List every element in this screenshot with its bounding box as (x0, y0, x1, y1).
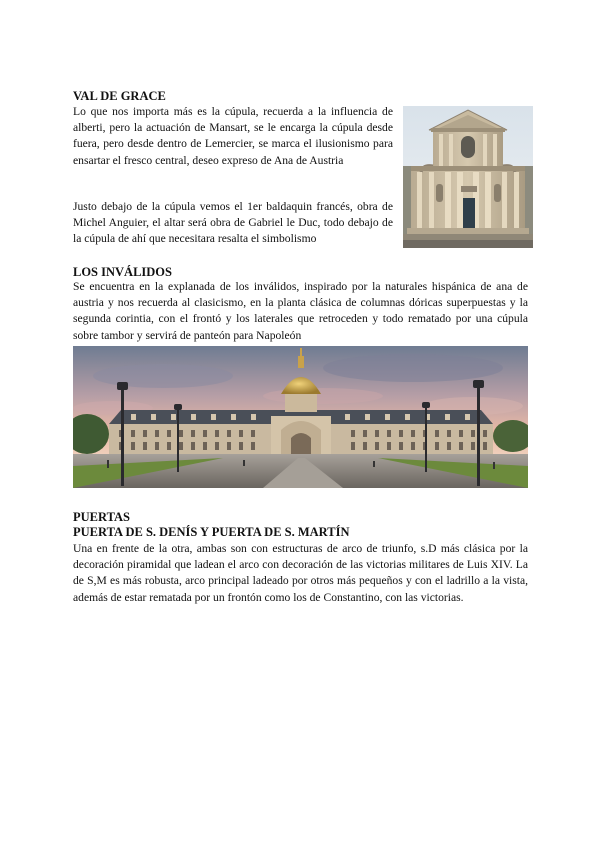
val-de-grace-church-image (403, 106, 533, 248)
section-title-puertas: PUERTAS (73, 510, 130, 524)
invalidos-paragraph: Se encuentra en la explanada de los inválidos, inspirado por la naturales hispánica de ana de austria y nos recuerda al clasicismo, en la planta clásica de columnas dóricas superpuestas y la segunda corintia, con el frontó y los laterales que retroceden y todo rematado por una cúpula sobre tambor y servirá de panteón para Napoleón (73, 280, 528, 342)
val-de-grace-paragraph-2: Justo debajo de la cúpula vemos el 1er baldaquin francés, obra de Michel Anguier, el altar será obra de Gabriel le Duc, todo debajo de la cúpula de ahí que necesitara resalta el simbolismo (73, 200, 393, 246)
section-title-invalidos: LOS INVÁLIDOS (73, 265, 172, 279)
puertas-paragraph: Una en frente de la otra, ambas son con estructuras de arco de triunfo, s.D más clásica por la decoración piramidal que ladean el arco con decoración de las victorias militares de Luis XIV. La de S,M es más robusta, arco principal ladeado por otros más pequeños y con el ladrillo a la vista, además de estar rematada por un frontón como los de Constantino, con las victorias. (73, 542, 528, 604)
invalidos-panorama-image (73, 346, 528, 488)
val-de-grace-paragraph-1: Lo que nos importa más es la cúpula, recuerda a la influencia de alberti, pero la actuación de Mansart, se le encarga la cúpula desde fuera, pero desde dentro de Lemercier, se marca el ilusionismo para ensartar el fresco central, deseo expreso de Ana de Austria (73, 105, 393, 167)
section-subtitle-puertas: PUERTA DE S. DENÍS Y PUERTA DE S. MARTÍN (73, 525, 350, 539)
section-title-val-de-grace: VAL DE GRACE (73, 89, 166, 103)
